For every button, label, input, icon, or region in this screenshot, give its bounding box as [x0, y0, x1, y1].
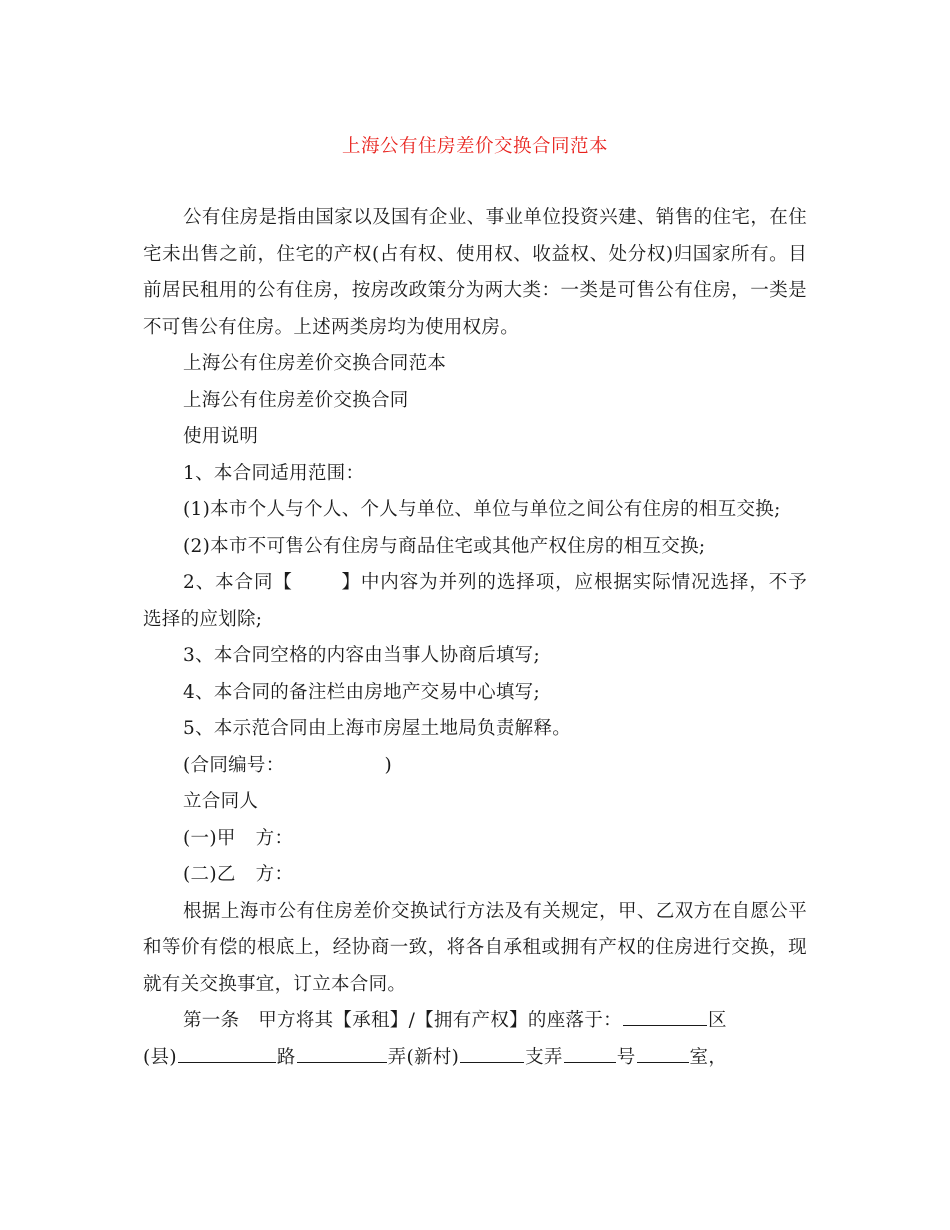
document-title: 上海公有住房差价交换合同范本	[341, 136, 608, 157]
usage-heading: 使用说明	[183, 426, 259, 447]
branch-lane-label: 支弄	[525, 1046, 563, 1068]
address-line	[143, 1040, 807, 1077]
usage-item-2-prefix: 2、本合同【	[183, 572, 293, 593]
usage-item-1: 1、本合同适用范围：	[183, 462, 365, 484]
lane-blank	[460, 1040, 524, 1063]
article-1-line	[143, 1003, 807, 1040]
district-blank	[623, 1003, 707, 1026]
intro-paragraph: 公有住房是指由国家以及国有企业、事业单位投资兴建、销售的住宅，在住宅未出售之前，住宅的产权(占有权、使用权、收益权、处分权)归国家所有。目前居民租用的公有住房，按房改政策分为两大类：一类是可售公有住房，一类是不可售公有住房。上述两类房均为使用权房。	[143, 207, 807, 338]
usage-item-4: 4、本合同的备注栏由房地产交易中心填写;	[183, 681, 541, 703]
lane-label: 弄(新村)	[387, 1046, 460, 1068]
party-a-suffix: 方：	[255, 827, 294, 849]
branch-lane-blank	[564, 1040, 616, 1063]
usage-item-1b: (2)本市不可售公有住房与商品住宅或其他产权住房的相互交换;	[183, 535, 706, 557]
usage-item-2-suffix: 】中内容为并列的选择项，应根据实际情况选择，不予选择的应划除;	[143, 572, 808, 630]
district-label: 区	[707, 1010, 727, 1031]
parties-heading: 立合同人	[183, 791, 259, 812]
number-label: 号	[616, 1046, 636, 1068]
party-a-label: (一)甲	[183, 827, 236, 849]
party-b-suffix: 方：	[255, 864, 294, 885]
article-1-text: 第一条 甲方将其【承租】/【拥有产权】的座落于：	[183, 1010, 622, 1031]
document-body	[143, 200, 807, 1076]
county-label: (县)	[143, 1046, 177, 1068]
county-blank	[178, 1040, 276, 1063]
road-blank	[297, 1040, 387, 1063]
party-b-label: (二)乙	[183, 864, 236, 885]
contract-number-line	[143, 748, 807, 785]
contract-number-label: (合同编号：	[183, 754, 285, 776]
number-blank	[637, 1040, 689, 1063]
usage-item-3: 3、本合同空格的内容由当事人协商后填写;	[183, 645, 541, 666]
usage-item-1a: (1)本市个人与个人、个人与单位、单位与单位之间公有住房的相互交换;	[183, 499, 781, 520]
subtitle-contract-template: 上海公有住房差价交换合同范本	[183, 353, 447, 374]
preamble-paragraph: 根据上海市公有住房差价交换试行方法及有关规定，甲、乙双方在自愿公平和等价有偿的根底上，经协商一致，将各自承租或拥有产权的住房进行交换，现就有关交换事宜，订立本合同。	[143, 900, 807, 995]
usage-item-5: 5、本示范合同由上海市房屋土地局负责解释。	[183, 718, 572, 739]
subtitle-contract: 上海公有住房差价交换合同	[183, 389, 409, 411]
contract-number-close: )	[384, 754, 393, 776]
usage-item-2	[143, 565, 807, 638]
room-label: 室，	[689, 1046, 728, 1068]
road-label: 路	[276, 1046, 296, 1068]
party-b-line	[143, 857, 807, 894]
party-a-line	[143, 821, 807, 858]
